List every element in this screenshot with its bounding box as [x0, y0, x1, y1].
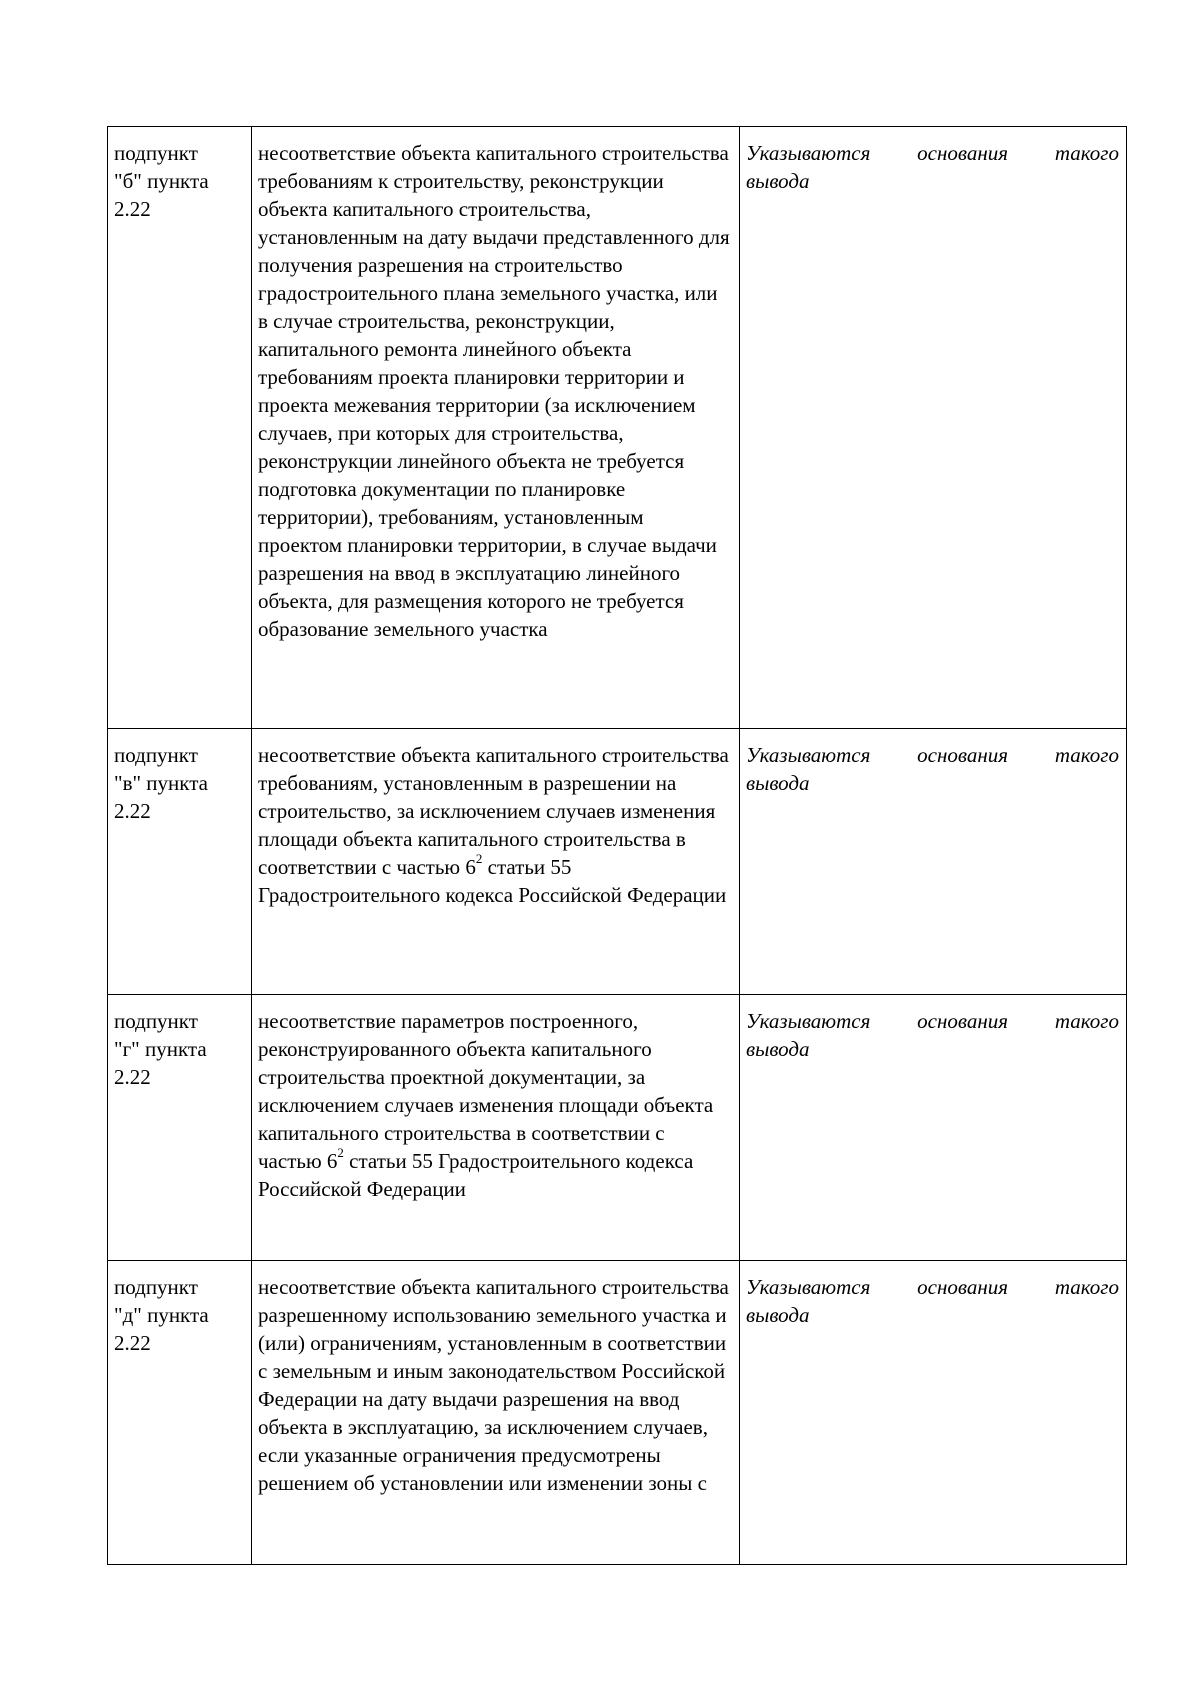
table-row — [108, 995, 1127, 1261]
explanation-word: такого — [1054, 1275, 1119, 1299]
grounds-table — [107, 126, 1127, 1565]
explanation-line: вывода — [746, 1037, 810, 1061]
refusal-ground-text: несоответствие параметров построенного, реконструированного объекта капитального строительства проектной документации, за исключением случаев изменения площади объекта капитального строительства в соответствии с частью 6 — [258, 1009, 714, 1173]
clause-reference-line: 2.22 — [114, 1331, 151, 1355]
clause-reference-cell — [108, 1261, 252, 1565]
refusal-ground-cell — [252, 729, 740, 995]
explanation-cell — [740, 127, 1127, 729]
explanation-cell — [740, 729, 1127, 995]
clause-reference-line: подпункт — [114, 743, 198, 767]
clause-reference-line: подпункт — [114, 1275, 198, 1299]
explanation-word: такого — [1054, 141, 1119, 165]
explanation-word: основания — [917, 1275, 1009, 1299]
clause-reference-cell — [108, 995, 252, 1261]
refusal-ground-text: несоответствие объекта капитального строительства требованиям к строительству, реконструкции объекта капитального строительства, установленным на дату выдачи представленного для получения разрешения на строительство градостроительного плана земельного участка, или в случае строительства, реконструкции, капитального ремонта линейного объекта требованиям проекта планировки территории и проекта межевания территории (за исключением случаев, при которых для строительства, реконструкции линейного объекта не требуется подготовка документации по планировке территории), требованиям, установленным проектом планировки территории, в случае выдачи разрешения на ввод в эксплуатацию линейного объекта, для размещения которого не требуется образование земельного участка — [258, 141, 730, 641]
explanation-word: такого — [1054, 743, 1119, 767]
clause-reference-line: 2.22 — [114, 799, 151, 823]
refusal-ground-cell — [252, 995, 740, 1261]
clause-reference-cell — [108, 729, 252, 995]
superscript: 2 — [475, 851, 483, 866]
refusal-ground-text: несоответствие объекта капитального строительства требованиям, установленным в разрешении на строительство, за исключением случаев изменения площади объекта капитального строительства в соответствии с частью 6 — [258, 743, 729, 879]
refusal-ground-cell — [252, 1261, 740, 1565]
clause-reference-line: подпункт — [114, 141, 198, 165]
explanation-line: вывода — [746, 771, 810, 795]
table-row — [108, 1261, 1127, 1565]
explanation-word: основания — [917, 1009, 1009, 1033]
table-row — [108, 127, 1127, 729]
clause-reference-line: "в" пункта — [114, 771, 208, 795]
clause-reference-line: 2.22 — [114, 1065, 151, 1089]
table-row — [108, 729, 1127, 995]
superscript: 2 — [337, 1145, 344, 1160]
clause-reference-line: 2.22 — [114, 197, 151, 221]
clause-reference-line: "б" пункта — [114, 169, 209, 193]
explanation-word: Указываются — [746, 141, 871, 165]
explanation-cell — [740, 1261, 1127, 1565]
explanation-word: основания — [917, 141, 1009, 165]
refusal-ground-text: статьи 55 Градостроительного кодекса Российской Федерации — [258, 855, 727, 907]
explanation-line: вывода — [746, 169, 810, 193]
explanation-line — [746, 741, 1119, 769]
refusal-ground-cell — [252, 127, 740, 729]
explanation-line — [746, 1273, 1119, 1301]
explanation-word: основания — [917, 743, 1009, 767]
explanation-word: Указываются — [746, 1009, 871, 1033]
explanation-cell — [740, 995, 1127, 1261]
clause-reference-line: подпункт — [114, 1009, 198, 1033]
explanation-line: вывода — [746, 1303, 810, 1327]
explanation-word: Указываются — [746, 1275, 871, 1299]
explanation-word: такого — [1054, 1009, 1119, 1033]
explanation-line — [746, 1007, 1119, 1035]
explanation-word: Указываются — [746, 743, 871, 767]
clause-reference-line: "д" пункта — [114, 1303, 209, 1327]
refusal-ground-text: статьи 55 Градостроительного кодекса Российской Федерации — [258, 1149, 694, 1201]
explanation-line — [746, 139, 1119, 167]
clause-reference-cell — [108, 127, 252, 729]
clause-reference-line: "г" пункта — [114, 1037, 207, 1061]
refusal-ground-text: несоответствие объекта капитального строительства разрешенному использованию земельного участка и (или) ограничениям, установленным в соответствии с земельным и иным законодательством Российской Федерации на дату выдачи разрешения на ввод объекта в эксплуатацию, за исключением случаев, если указанные ограничения предусмотрены решением об установлении или изменении зоны с — [258, 1275, 729, 1495]
